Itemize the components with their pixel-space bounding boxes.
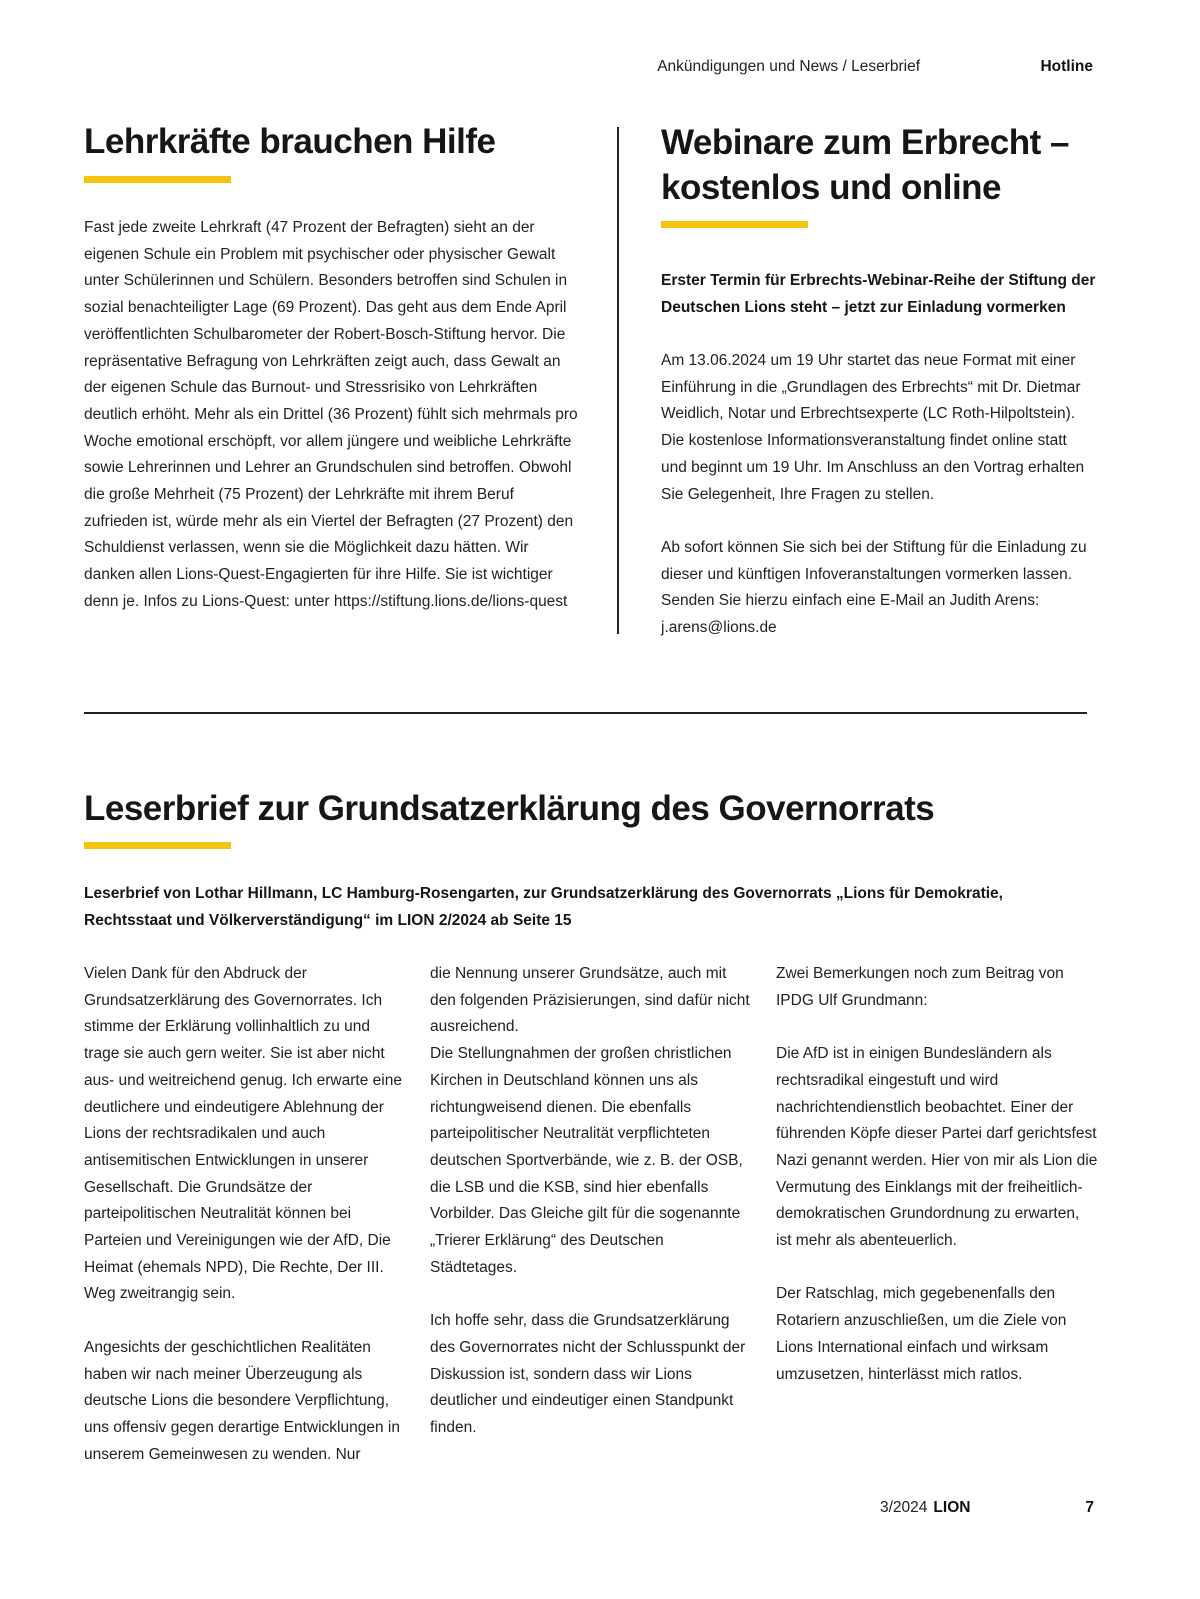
article-lead: Erster Termin für Erbrechts-Webinar-Reihe der Stiftung der Deutschen Lions steht – jetzt zur Einladung vormerken bbox=[661, 272, 1096, 316]
column-divider bbox=[617, 127, 619, 634]
article-lead: Leserbrief von Lothar Hillmann, LC Hamburg-Rosengarten, zur Grundsatzerklärung des Governorrats „Lions für Demokratie, Rechtsstaat und Völkerverständigung“ im LION 2/2024 ab Seite 15 bbox=[84, 885, 1003, 929]
title-line: kostenlos und online bbox=[661, 168, 1002, 207]
title-underline bbox=[84, 176, 231, 183]
issue-number: 3/2024 bbox=[880, 1499, 928, 1516]
title-underline bbox=[661, 221, 808, 228]
article-body: Fast jede zweite Lehrkraft (47 Prozent der Befragten) sieht an der eigenen Schule ein Problem mit psychischer oder physischer Gewalt unter Schülerinnen und Schülern. Besonders betroffen sind Schulen in sozial benachteiligter Lage (69 Prozent). Das geht aus dem Ende April veröffentlichten Schulbarometer der Robert-Bosch-Stiftung hervor. Die repräsentative Befragung von Lehrkräften zeigt auch, dass Gewalt an der eigenen Schule das Burnout- und Stressrisiko von Lehrkräften deutlich erhöht. Mehr als ein Drittel (36 Prozent) fühlt sich mehrmals pro Woche emotional erschöpft, vor allem jüngere und weibliche Lehrkräfte sowie Lehrerinnen und Lehrer an Grundschulen sind betroffen. Obwohl die große Mehrheit (75 Prozent) der Lehrkräfte mit ihrem Beruf zufrieden ist, würde mehr als ein Viertel der Befragten (27 Prozent) den Schuldienst verlassen, wenn sie die Möglichkeit dazu hätten. Wir danken allen Lions-Quest-Engagierten für ihre Hilfe. Sie ist wichtiger denn je. Infos zu Lions-Quest: unter https://stiftung.lions.de/lions-quest bbox=[84, 219, 578, 610]
article-paragraph: Die AfD ist in einigen Bundesländern als rechtsradikal eingestuft und wird nachrichtendienstlich beobachtet. Einer der führenden Köpfe dieser Partei darf gerichtsfest Nazi genannt werden. Hier von mir als Lion die Vermutung des Einklangs mit der freiheitlich-demokratischen Grundordnung zu erwarten, ist mehr als abenteuerlich. bbox=[776, 1045, 1098, 1250]
page-number: 7 bbox=[1085, 1499, 1094, 1516]
article-paragraph: Ab sofort können Sie sich bei der Stiftung für die Einladung zu dieser und künftigen Infoveranstaltungen vormerken lassen. Senden Sie hierzu einfach eine E-Mail an Judith Arens: j.arens@lions.de bbox=[661, 539, 1087, 637]
article-title bbox=[661, 120, 1101, 210]
article-title: Leserbrief zur Grundsatzerklärung des Governorrats bbox=[84, 789, 935, 828]
title-line: Webinare zum Erbrecht – bbox=[661, 123, 1069, 162]
article-paragraph: Am 13.06.2024 um 19 Uhr startet das neue Format mit einer Einführung in die „Grundlagen des Erbrechts“ mit Dr. Dietmar Weidlich, Notar und Erbrechtsexperte (LC Roth-Hilpoltstein). Die kostenlose Informationsveranstaltung findet online statt und beginnt um 19 Uhr. Im Anschluss an den Vortrag erhalten Sie Gelegenheit, Ihre Fragen zu stellen. bbox=[661, 352, 1085, 503]
text-column-3 bbox=[776, 961, 1098, 1388]
article-title: Lehrkräfte brauchen Hilfe bbox=[84, 122, 496, 161]
title-underline bbox=[84, 842, 231, 849]
article-paragraph: Der Ratschlag, mich gegebenenfalls den Rotariern anzuschließen, um die Ziele von Lions International einfach und wirksam umzusetzen, hinterlässt mich ratlos. bbox=[776, 1285, 1067, 1383]
text-column-2 bbox=[430, 961, 752, 1442]
article-paragraph: Ich hoffe sehr, dass die Grundsatzerklärung des Governorrates nicht der Schlusspunkt der Diskussion ist, sondern dass wir Lions deutlicher und eindeutiger einen Standpunkt finden. bbox=[430, 1312, 746, 1436]
footer-issue bbox=[880, 1499, 970, 1517]
article-paragraph: Vielen Dank für den Abdruck der Grundsatzerklärung des Governorrates. Ich stimme der Erklärung vollinhaltlich zu und trage sie auch gern weiter. Sie ist aber nicht aus- und weitreichend genug. Ich erwarte eine deutlichere und eindeutigere Ablehnung der Lions der rechtsradikalen und auch antisemitischen Entwicklungen in unserer Gesellschaft. Die Grundsätze der parteipolitischen Neutralität können bei Parteien und Vereinigungen wie der AfD, Die Heimat (ehemals NPD), Die Rechte, Der III. Weg zweitrangig sein. bbox=[84, 965, 402, 1303]
article-paragraph: Angesichts der geschichtlichen Realitäten haben wir nach meiner Überzeugung als deutsche Lions die besondere Verpflichtung, uns offensiv gegen derartige Entwicklungen in unserem Gemeinwesen zu wenden. Nur bbox=[84, 1338, 400, 1463]
article-paragraph: die Nennung unserer Grundsätze, auch mit den folgenden Präzisierungen, sind dafür nicht ausreichend. bbox=[430, 965, 750, 1036]
section-label: Hotline bbox=[1040, 58, 1093, 75]
text-column-1 bbox=[84, 961, 406, 1468]
article-paragraph: Die Stellungnahmen der großen christlichen Kirchen in Deutschland können uns als richtungweisend dienen. Die ebenfalls parteipolitischer Neutralität verpflichteten deutschen Sportverbände, wie z. B. der OSB, die LSB und die KSB, sind hier ebenfalls Vorbilder. Das Gleiche gilt für die sogenannte „Trierer Erklärung“ des Deutschen Städtetages. bbox=[430, 1045, 743, 1276]
article-paragraph: Zwei Bemerkungen noch zum Beitrag von IPDG Ulf Grundmann: bbox=[776, 965, 1064, 1009]
breadcrumb: Ankündigungen und News / Leserbrief bbox=[657, 58, 920, 75]
section-divider bbox=[84, 712, 1087, 714]
magazine-name: LION bbox=[933, 1499, 971, 1516]
